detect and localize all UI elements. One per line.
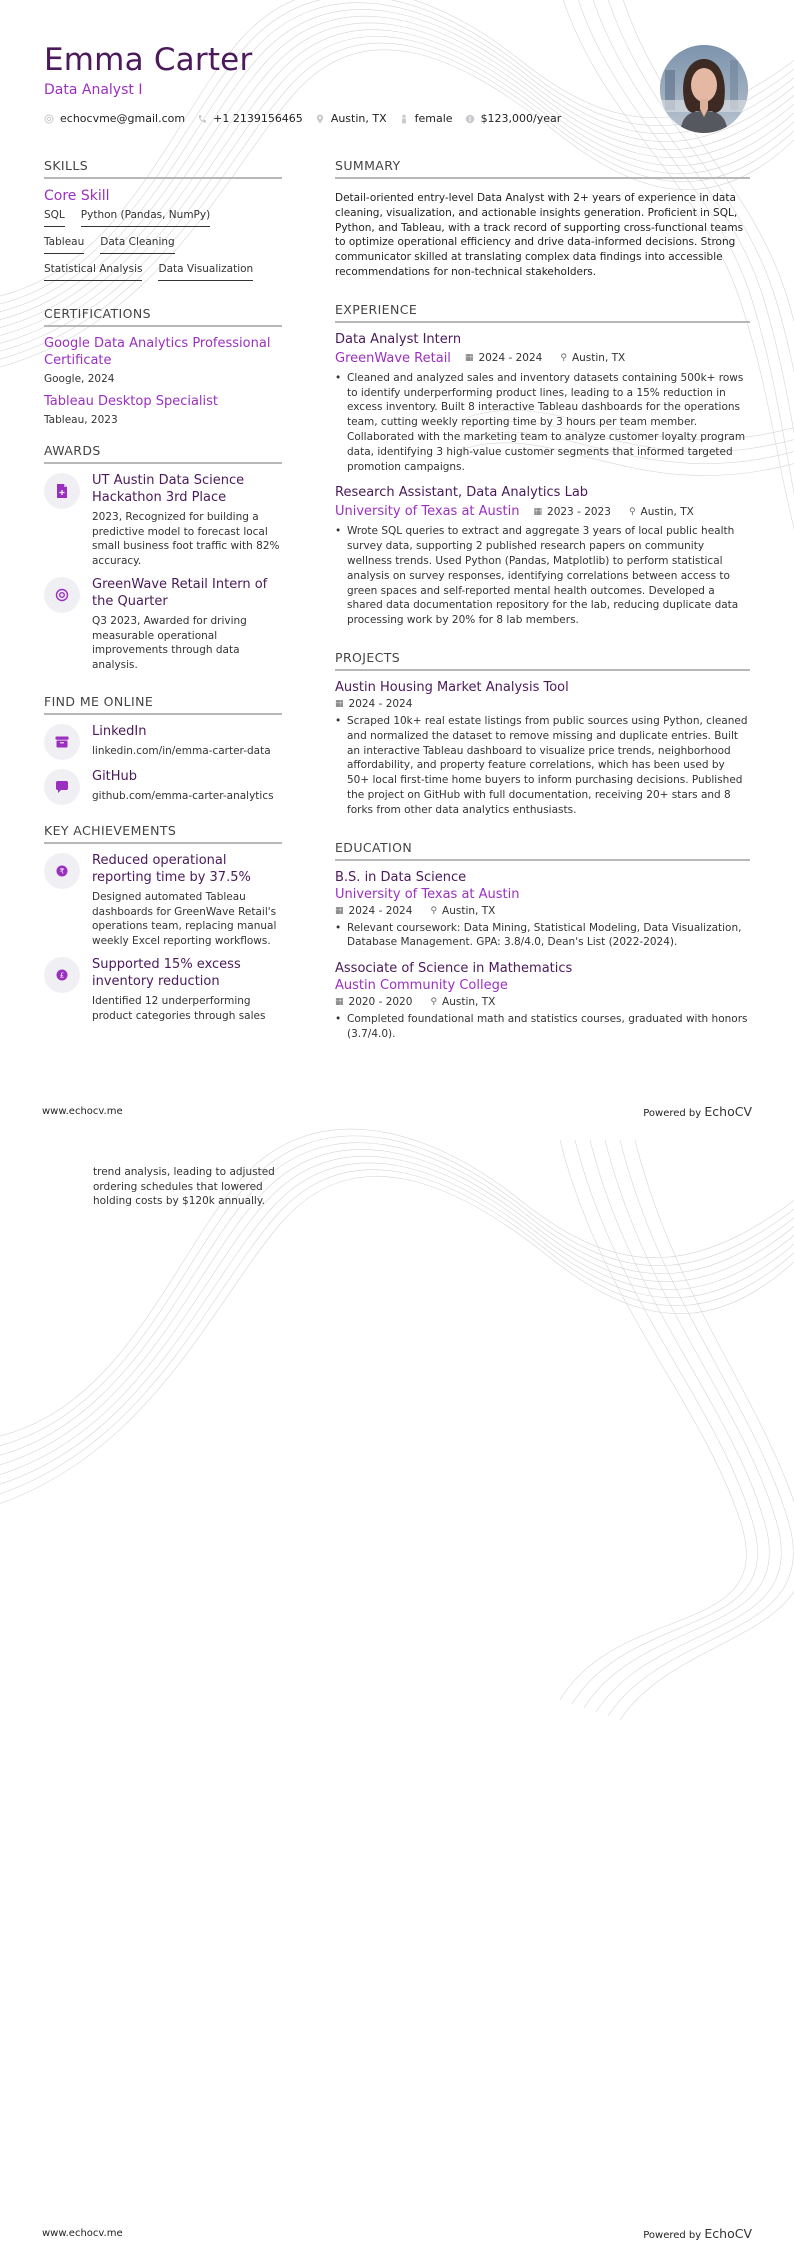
- location-pin-icon: ⚲: [430, 997, 438, 1008]
- achievements-section: [44, 823, 282, 1023]
- achievement-description: Identified 12 underperforming product categories through sales: [92, 995, 266, 1022]
- certifications-heading: CERTIFICATIONS: [44, 306, 282, 327]
- project-item: [335, 679, 750, 818]
- job-role: Data Analyst Intern: [335, 331, 462, 347]
- education-item: [335, 869, 750, 951]
- summary-text: Detail-oriented entry-level Data Analyst with 2+ years of experience in data cleaning, visualization, and actionable insights generation. Proficient in SQL, Python, and Tableau, with a track record of supporting cross-functional teams to optimize operational efficiency and drive data-informed decisions. Strong communicator skilled at translating complex data findings into accessible recommendations for non-technical stakeholders.: [335, 192, 744, 278]
- education-dates: [335, 905, 412, 917]
- phone-icon: [197, 114, 207, 124]
- education-bullet: • Completed foundational math and statistics courses, graduated with honors (3.7/4.0).: [335, 1012, 750, 1042]
- school: University of Texas at Austin: [335, 886, 520, 902]
- project-bullet-text: Scraped 10k+ real estate listings from public sources using Python, cleaned and normalized the dataset to remove missing and duplicate entries. Built an interactive Tableau dashboard to visualize price trends, neighborhood affordability, and property feature correlations, which has been used by 50+ local first-time home buyers to inform purchasing decisions. Published the project on GitHub with full documentation, receiving 20+ stars and 8 forks from other data analytics enthusiasts.: [347, 714, 748, 816]
- candidate-title: Data Analyst I: [44, 82, 143, 98]
- award-item: [44, 472, 282, 568]
- achievement-title: Reduced operational reporting time by 37.5%: [92, 853, 251, 885]
- contact-location: [315, 112, 387, 125]
- page-footer: [42, 2226, 752, 2241]
- project-dates: [335, 698, 412, 710]
- location-pin-icon: ⚲: [628, 506, 636, 517]
- contact-location-text: Austin, TX: [330, 112, 387, 125]
- summary-section: [335, 158, 750, 280]
- file-plus-icon: [44, 473, 80, 509]
- contact-gender-text: female: [414, 112, 453, 125]
- certification-meta: Tableau, 2023: [44, 414, 118, 426]
- projects-section: [335, 650, 750, 818]
- experience-section: [335, 302, 750, 628]
- achievement-item: [44, 852, 282, 948]
- job-location-text: Austin, TX: [571, 352, 626, 365]
- education-dates-text: 2024 - 2024: [348, 904, 413, 917]
- degree: B.S. in Data Science: [335, 869, 467, 885]
- project-bullet: • Scraped 10k+ real estate listings from public sources using Python, cleaned and normalized the dataset to remove missing and duplicate entries. Built an interactive Tableau dashboard to visualize price trends, neighborhood affordability, and property feature correlations, which has been used by 50+ local first-time home buyers to inform purchasing decisions. Published the project on GitHub with full documentation, receiving 20+ stars and 8 forks from other data analytics enthusiasts.: [335, 714, 750, 818]
- svg-text:₹: ₹: [59, 867, 65, 876]
- archive-box-icon: [44, 724, 80, 760]
- education-location-text: Austin, TX: [442, 904, 496, 917]
- contact-salary-text: $123,000/year: [480, 112, 562, 125]
- job-location-text: Austin, TX: [640, 505, 694, 518]
- powered-by-prefix: Powered by: [643, 1108, 702, 1119]
- profile-photo: [660, 45, 748, 133]
- certification-item: [44, 335, 282, 386]
- calendar-icon: ▦: [335, 698, 344, 709]
- awards-heading: AWARDS: [44, 443, 282, 464]
- awards-section: [44, 443, 282, 672]
- online-title: LinkedIn: [92, 724, 147, 739]
- skill-tag: Data Cleaning: [100, 234, 174, 254]
- powered-by: [643, 2226, 752, 2241]
- footer-website[interactable]: www.echocv.me: [42, 1106, 123, 1117]
- summary-heading: SUMMARY: [335, 158, 750, 179]
- job-role: Research Assistant, Data Analytics Lab: [335, 485, 589, 501]
- candidate-name: Emma Carter: [44, 42, 253, 78]
- education-section: [335, 840, 750, 1042]
- job-dates-text: 2024 - 2024: [478, 352, 543, 365]
- job-company: University of Texas at Austin: [335, 504, 520, 520]
- salary-icon: [465, 114, 475, 124]
- certification-name: Tableau Desktop Specialist: [44, 394, 219, 409]
- brand-name: EchoCV: [704, 2226, 752, 2241]
- calendar-icon: ▦: [533, 506, 543, 517]
- award-title: GreenWave Retail Intern of the Quarter: [92, 577, 268, 609]
- calendar-icon: ▦: [335, 905, 344, 916]
- education-heading: EDUCATION: [335, 840, 750, 861]
- calendar-icon: ▦: [335, 997, 344, 1008]
- achievement-description-continued: trend analysis, leading to adjusted ordering schedules that lowered holding costs by $120k annually.: [93, 1166, 275, 1207]
- skill-group-title: Core Skill: [44, 188, 110, 204]
- contact-gender: [399, 112, 453, 125]
- resume-header: [44, 40, 664, 125]
- education-dates: [335, 996, 412, 1008]
- experience-heading: EXPERIENCE: [335, 302, 750, 323]
- right-column: [335, 158, 750, 1064]
- certification-meta: Google, 2024: [44, 373, 115, 385]
- contact-phone[interactable]: [197, 112, 303, 125]
- skills-section: [44, 158, 282, 288]
- at-icon: [44, 577, 80, 613]
- job-company: GreenWave Retail: [335, 350, 451, 366]
- location-pin-icon: [315, 114, 325, 124]
- job-bullet: • Wrote SQL queries to extract and aggregate 3 years of local public health survey data, supporting 2 published research papers on community wellness trends. Used Python (Pandas, Matplotlib) to perform statistical analysis on survey responses, identifying correlations between access to green spaces and self-reported mental health outcomes. Developed a shared data documentation repository for the lab, reducing duplicate data processing work by 20% for 8 lab members.: [335, 524, 750, 628]
- contact-phone-text: +1 2139156465: [213, 112, 303, 125]
- education-bullet-text: Completed foundational math and statistics courses, graduated with honors (3.7/4.0).: [347, 1013, 748, 1040]
- job-dates: [465, 352, 542, 364]
- skills-heading: SKILLS: [44, 158, 282, 179]
- achievement-description: Designed automated Tableau dashboards for GreenWave Retail's operations team, replacing manual weekly Excel reporting workflows.: [92, 891, 277, 947]
- contact-row: [44, 112, 664, 125]
- job-location: [629, 506, 694, 518]
- project-dates-text: 2024 - 2024: [348, 697, 413, 710]
- award-description: 2023, Recognized for building a predictive model to forecast local small business foot traffic with 82% accuracy.: [92, 511, 280, 567]
- contact-email-text: echocvme@gmail.com: [60, 112, 186, 125]
- education-item: [335, 960, 750, 1042]
- skill-tag: Python (Pandas, NumPy): [81, 207, 210, 227]
- chat-bubble-icon: [44, 769, 80, 805]
- online-url[interactable]: linkedin.com/in/emma-carter-data: [92, 745, 271, 757]
- education-location: [430, 996, 495, 1008]
- at-icon: [44, 114, 54, 124]
- avatar: [660, 45, 748, 133]
- project-name: Austin Housing Market Analysis Tool: [335, 679, 569, 695]
- skill-tag: Data Visualization: [158, 261, 253, 281]
- online-heading: FIND ME ONLINE: [44, 694, 282, 715]
- rupee-coin-icon: [44, 853, 80, 889]
- experience-item: [335, 484, 750, 628]
- footer-website[interactable]: www.echocv.me: [42, 2228, 123, 2239]
- award-title: UT Austin Data Science Hackathon 3rd Place: [92, 473, 245, 505]
- skill-list: [44, 207, 282, 288]
- contact-email[interactable]: [44, 112, 185, 125]
- skill-tag: SQL: [44, 207, 65, 227]
- left-column: [44, 158, 282, 1045]
- online-title: GitHub: [92, 769, 138, 784]
- award-item: [44, 576, 282, 672]
- powered-by: [643, 1104, 752, 1119]
- skill-tag: Statistical Analysis: [44, 261, 142, 281]
- brand-name: EchoCV: [704, 1104, 752, 1119]
- school: Austin Community College: [335, 978, 508, 994]
- job-bullet: • Cleaned and analyzed sales and inventory datasets containing 500k+ rows to identify underperforming product lines, leading to a 15% reduction in excess inventory. Built 8 interactive Tableau dashboards for the operations team, cutting weekly reporting time by 3 hours per team member. Collaborated with the marketing team to analyze customer loyalty program data, identifying 3 high-value customer segments that informed targeted promotion campaigns.: [335, 371, 750, 475]
- degree: Associate of Science in Mathematics: [335, 961, 573, 977]
- award-description: Q3 2023, Awarded for driving measurable operational improvements through data analysis.: [92, 615, 247, 671]
- projects-heading: PROJECTS: [335, 650, 750, 671]
- pound-coin-icon: [44, 957, 80, 993]
- education-location-text: Austin, TX: [442, 996, 496, 1009]
- job-bullet-text: Cleaned and analyzed sales and inventory datasets containing 500k+ rows to identify underperforming product lines, leading to a 15% reduction in excess inventory. Built 8 interactive Tableau dashboards for the operations team, cutting weekly reporting time by 3 hours per team member. Collaborated with the marketing team to analyze customer loyalty program data, identifying 3 high-value customer segments that informed targeted promotion campaigns.: [347, 371, 746, 473]
- svg-text:£: £: [59, 971, 65, 980]
- online-link-linkedin[interactable]: [44, 723, 282, 760]
- achievement-title: Supported 15% excess inventory reduction: [92, 957, 241, 989]
- achievements-heading: KEY ACHIEVEMENTS: [44, 823, 282, 844]
- page-footer: [42, 1104, 752, 1119]
- online-url[interactable]: github.com/emma-carter-analytics: [92, 790, 274, 802]
- contact-salary: [465, 112, 562, 125]
- certifications-section: [44, 306, 282, 427]
- online-section: [44, 694, 282, 805]
- online-link-github[interactable]: [44, 768, 282, 805]
- job-dates-text: 2023 - 2023: [547, 505, 611, 518]
- education-location: [430, 905, 495, 917]
- skill-tag: Tableau: [44, 234, 84, 254]
- education-bullet-text: Relevant coursework: Data Mining, Statistical Modeling, Data Visualization, Database Management. GPA: 3.8/4.0, Dean's List (2022-2024).: [347, 921, 742, 949]
- person-icon: [399, 114, 409, 124]
- powered-by-prefix: Powered by: [643, 2230, 702, 2241]
- education-dates-text: 2020 - 2020: [348, 996, 413, 1009]
- achievement-item: [44, 956, 282, 1023]
- job-bullet-text: Wrote SQL queries to extract and aggregate 3 years of local public health survey data, supporting 2 published research papers on community wellness trends. Used Python (Pandas, Matplotlib) to perform statistical analysis on survey responses, identifying correlations between access to green spaces and self-reported mental health outcomes. Developed a shared data documentation repository for the lab, reducing duplicate data processing work by 20% for 8 lab members.: [347, 525, 739, 627]
- calendar-icon: ▦: [464, 353, 474, 364]
- experience-item: [335, 331, 750, 475]
- location-pin-icon: ⚲: [560, 353, 567, 364]
- certification-name: Google Data Analytics Professional Certificate: [44, 336, 271, 368]
- job-dates: [534, 506, 611, 518]
- job-location: [560, 352, 625, 364]
- location-pin-icon: ⚲: [430, 905, 438, 916]
- certification-item: [44, 393, 282, 427]
- education-bullet: • Relevant coursework: Data Mining, Statistical Modeling, Data Visualization, Database Management. GPA: 3.8/4.0, Dean's List (2022-2024).: [335, 921, 750, 951]
